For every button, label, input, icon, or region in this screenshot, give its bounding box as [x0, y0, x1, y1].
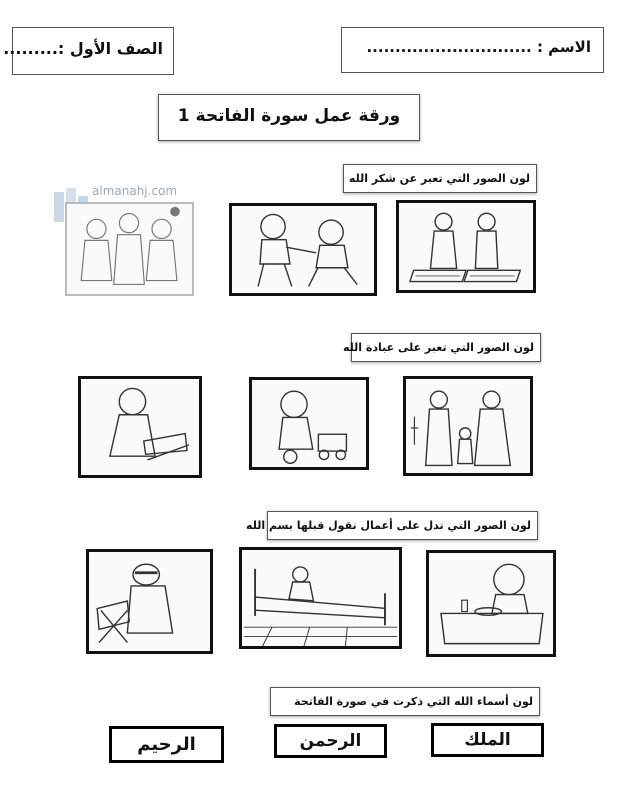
section-1-instruction: لون الصور التي تعبر عن شكر الله	[348, 172, 530, 185]
picture-family-gathering	[65, 202, 194, 296]
name-box	[341, 27, 604, 73]
name-word-label: الملك	[464, 730, 511, 750]
section-2-instruction-box	[342, 333, 541, 362]
grade-box	[3, 27, 174, 75]
section-2-instruction: لون الصور التي تعبر على عبادة الله	[342, 341, 534, 354]
grade-label: الصف الأول :.........	[3, 39, 163, 58]
picture-boy-reading-stand	[86, 549, 213, 654]
picture-boy-eating	[426, 550, 556, 657]
picture-boy-helping-friend	[229, 203, 377, 296]
picture-boy-in-bed	[239, 547, 402, 649]
worksheet-title: ورقة عمل سورة الفاتحة 1	[177, 106, 401, 126]
section-1-instruction-box	[343, 164, 537, 193]
name-word-label: الرحمن	[299, 731, 362, 751]
name-label: الاسم : .............................	[366, 38, 591, 56]
names-instruction: لون أسماء الله التي ذكرت في صورة الفاتحة	[294, 695, 533, 708]
names-instruction-box	[270, 687, 540, 716]
worksheet-title-box	[158, 94, 420, 141]
picture-boy-reading-quran	[78, 376, 202, 478]
name-word-al-malik	[431, 723, 544, 757]
section-3-instruction: لون الصور التي تدل على أعمال نقول قبلها بسم الله	[246, 519, 531, 532]
watermark-text: almanahj.com	[92, 184, 178, 198]
section-3-instruction-box	[246, 511, 538, 540]
name-word-al-rahman	[274, 724, 387, 758]
name-word-al-raheem	[109, 726, 224, 763]
picture-child-with-toys	[249, 377, 369, 470]
name-word-label: الرحيم	[137, 734, 196, 755]
picture-children-praying	[396, 200, 536, 293]
picture-family-at-mosque	[403, 376, 533, 476]
